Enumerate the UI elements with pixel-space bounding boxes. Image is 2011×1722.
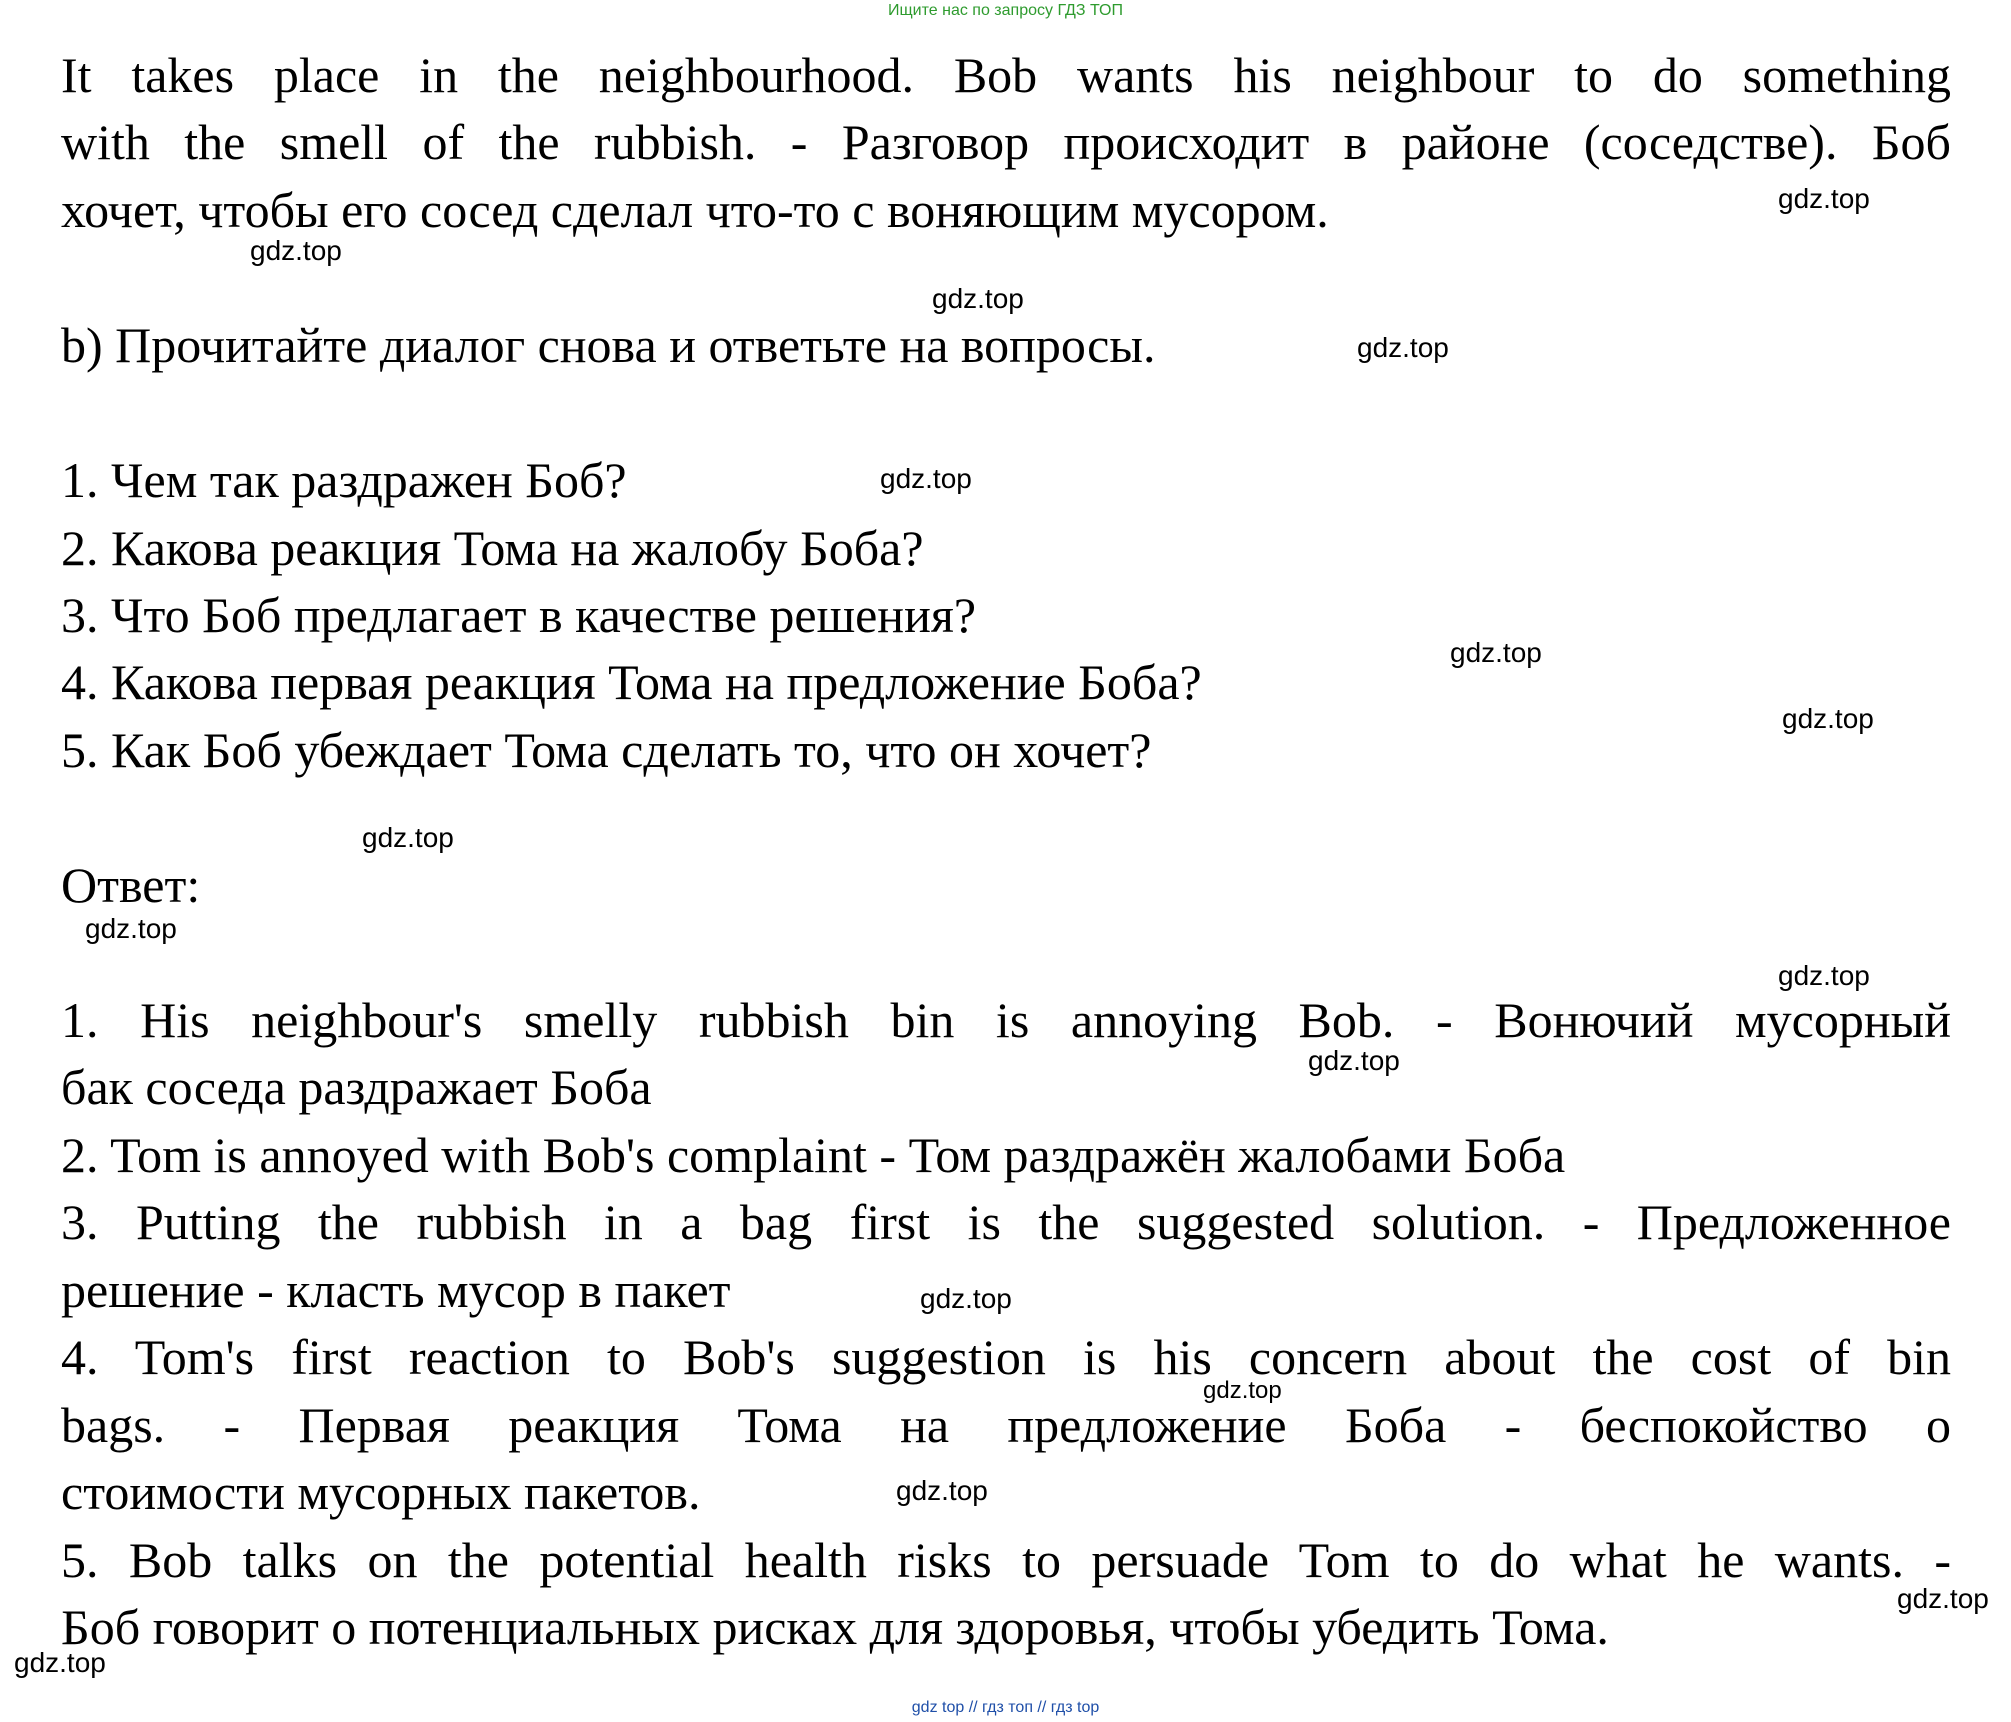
watermark: gdz.top bbox=[1778, 960, 1870, 991]
watermark: gdz.top bbox=[1203, 1377, 1282, 1404]
question-5: 5. Как Боб убеждает Тома сделать то, что он хочет? bbox=[61, 722, 1152, 778]
watermark: gdz.top bbox=[362, 822, 454, 853]
answer-4-line-2: bags. - Первая реакция Тома на предложение Боба - беспокойство о bbox=[61, 1397, 1951, 1453]
watermark: gdz.top bbox=[1782, 703, 1874, 734]
answer-3-line-1: 3. Putting the rubbish in a bag first is the suggested solution. - Предложенное bbox=[61, 1194, 1951, 1250]
task-heading: b) Прочитайте диалог снова и ответьте на вопросы. bbox=[61, 317, 1156, 373]
answer-1-line-2: бак соседа раздражает Боба bbox=[61, 1059, 652, 1115]
question-1: 1. Чем так раздражен Боб? bbox=[61, 452, 627, 508]
answer-1-line-1: 1. His neighbour's smelly rubbish bin is annoying Bob. - Вонючий мусорный bbox=[61, 992, 1951, 1048]
answer-2-line-1: 2. Tom is annoyed with Bob's complaint - Том раздражён жалобами Боба bbox=[61, 1127, 1566, 1183]
answer-5-line-1: 5. Bob talks on the potential health risks to persuade Tom to do what he wants. - bbox=[61, 1532, 1951, 1588]
answer-4-line-1: 4. Tom's first reaction to Bob's suggestion is his concern about the cost of bin bbox=[61, 1329, 1951, 1385]
intro-line-2: with the smell of the rubbish. - Разговор происходит в районе (соседстве). Боб bbox=[61, 114, 1951, 170]
intro-line-3: хочет, чтобы его сосед сделал что-то с воняющим мусором. bbox=[61, 182, 1329, 238]
watermark: gdz.top bbox=[1450, 637, 1542, 668]
watermark: gdz.top bbox=[85, 913, 177, 944]
answer-3-line-2: решение - класть мусор в пакет bbox=[61, 1262, 731, 1318]
question-4: 4. Какова первая реакция Тома на предложение Боба? bbox=[61, 654, 1202, 710]
question-3: 3. Что Боб предлагает в качестве решения? bbox=[61, 587, 977, 643]
watermark: gdz.top bbox=[920, 1283, 1012, 1314]
watermark: gdz.top bbox=[1308, 1045, 1400, 1076]
watermark: gdz.top bbox=[1357, 332, 1449, 363]
watermark: gdz.top bbox=[250, 235, 342, 266]
answer-4-line-3: стоимости мусорных пакетов. bbox=[61, 1464, 701, 1520]
watermark: gdz.top bbox=[932, 283, 1024, 314]
watermark: gdz.top bbox=[896, 1475, 988, 1506]
intro-line-1: It takes place in the neighbourhood. Bob wants his neighbour to do something bbox=[61, 47, 1951, 103]
watermark: gdz.top bbox=[1897, 1583, 1989, 1614]
watermark: gdz.top bbox=[1778, 183, 1870, 214]
search-hint-banner: Ищите нас по запросу ГДЗ ТОП bbox=[888, 2, 1123, 19]
watermark: gdz.top bbox=[880, 463, 972, 494]
question-2: 2. Какова реакция Тома на жалобу Боба? bbox=[61, 520, 924, 576]
footer-banner: gdz top // гдз топ // гдз top bbox=[911, 1699, 1100, 1716]
watermark: gdz.top bbox=[14, 1647, 106, 1678]
answer-heading: Ответ: bbox=[61, 857, 201, 913]
answer-5-line-2: Боб говорит о потенциальных рисках для здоровья, чтобы убедить Тома. bbox=[61, 1599, 1609, 1655]
